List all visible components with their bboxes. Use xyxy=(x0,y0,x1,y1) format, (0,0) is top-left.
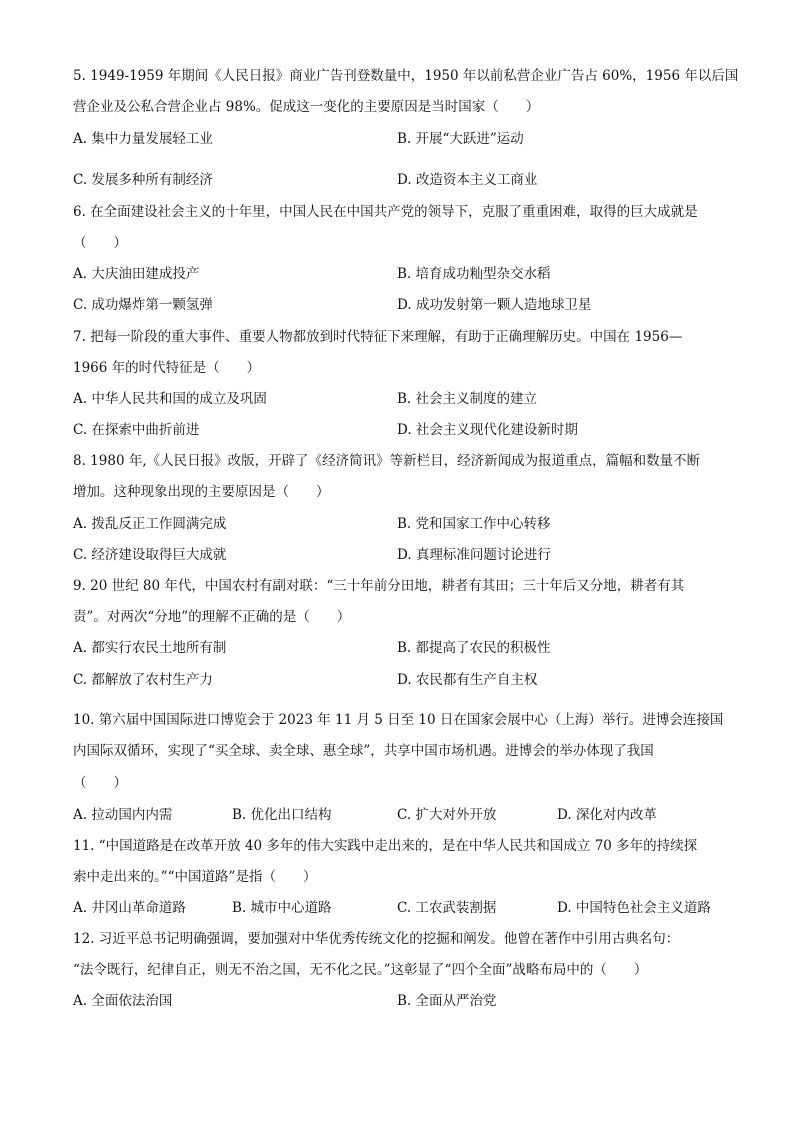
question-12-stem-line-1: 12. 习近平总书记明确强调，要加强对中华优秀传统文化的挖掘和阐发。他曾在著作中引用古典名句： xyxy=(73,931,680,947)
question-5-option-a: A. 集中力量发展轻工业 xyxy=(73,131,213,147)
question-6-stem-line-1: 6. 在全面建设社会主义的十年里，中国人民在中国共产党的领导下，克服了重重困难，取得的巨大成就是 xyxy=(73,204,698,220)
question-6-option-b: B. 培育成功籼型杂交水稻 xyxy=(397,266,551,282)
question-9-option-b: B. 都提高了农民的积极性 xyxy=(397,640,551,656)
question-10-option-b: B. 优化出口结构 xyxy=(232,807,332,823)
question-10-option-d: D. 深化对内改革 xyxy=(557,807,657,823)
question-11-stem-line-1: 11. “中国道路是在改革开放 40 多年的伟大实践中走出来的，是在中华人民共和国成立 70 多年的持续探 xyxy=(73,838,698,854)
question-11-option-c: C. 工农武装割据 xyxy=(397,900,497,916)
question-6-stem-line-2: （ ） xyxy=(73,235,127,251)
question-6-option-c: C. 成功爆炸第一颗氢弹 xyxy=(73,297,213,313)
question-7-option-b: B. 社会主义制度的建立 xyxy=(397,391,538,407)
question-8-option-d: D. 真理标准问题讨论进行 xyxy=(397,547,551,563)
question-9-option-a: A. 都实行农民土地所有制 xyxy=(73,640,227,656)
question-11-option-b: B. 城市中心道路 xyxy=(232,900,332,916)
question-5-stem-line-1: 5. 1949-1959 年期间《人民日报》商业广告刊登数量中，1950 年以前私营企业广告占 60%，1956 年以后国 xyxy=(73,68,739,84)
question-9-stem-line-2: 责”。对两次“分地”的理解不正确的是（ ） xyxy=(73,609,351,625)
question-6-option-d: D. 成功发射第一颗人造地球卫星 xyxy=(397,297,592,313)
question-8-option-a: A. 拨乱反正工作圆满完成 xyxy=(73,516,227,532)
question-9-option-c: C. 都解放了农村生产力 xyxy=(73,672,213,688)
question-10-option-a: A. 拉动国内内需 xyxy=(73,807,173,823)
question-5-option-d: D. 改造资本主义工商业 xyxy=(397,172,538,188)
question-9-option-d: D. 农民都有生产自主权 xyxy=(397,672,538,688)
question-8-stem-line-1: 8. 1980 年,《人民日报》改版，开辟了《经济简讯》等新栏目，经济新闻成为报道重点，篇幅和数量不断 xyxy=(73,453,701,469)
question-7-option-c: C. 在探索中曲折前进 xyxy=(73,422,200,438)
question-7-option-a: A. 中华人民共和国的成立及巩固 xyxy=(73,391,267,407)
question-9-stem-line-1: 9. 20 世纪 80 年代，中国农村有副对联：“三十年前分田地，耕者有其田；三十年后又分地，耕者有其 xyxy=(73,578,685,594)
question-7-option-d: D. 社会主义现代化建设新时期 xyxy=(397,422,578,438)
question-12-option-a: A. 全面依法治国 xyxy=(73,993,173,1009)
question-10-option-c: C. 扩大对外开放 xyxy=(397,807,497,823)
question-7-stem-line-1: 7. 把每一阶段的重大事件、重要人物都放到时代特征下来理解，有助于正确理解历史。中国在 1956— xyxy=(73,329,683,345)
question-12-stem-line-2: “法令既行，纪律自正，则无不治之国，无不化之民。”这彰显了“四个全面”战略布局中的（ ） xyxy=(73,962,648,978)
question-11-option-a: A. 井冈山革命道路 xyxy=(73,900,186,916)
question-5-option-c: C. 发展多种所有制经济 xyxy=(73,172,213,188)
question-10-stem-line-1: 10. 第六届中国国际进口博览会于 2023 年 11 月 5 日至 10 日在国家会展中心（上海）举行。进博会连接国 xyxy=(73,712,724,728)
question-11-option-d: D. 中国特色社会主义道路 xyxy=(557,900,711,916)
question-6-option-a: A. 大庆油田建成投产 xyxy=(73,266,200,282)
question-8-option-b: B. 党和国家工作中心转移 xyxy=(397,516,551,532)
question-10-stem-line-2: 内国际双循环，实现了“买全球、卖全球、惠全球”，共享中国市场机遇。进博会的举办体现了我国 xyxy=(73,743,654,759)
question-7-stem-line-2: 1966 年的时代特征是（ ） xyxy=(73,360,261,376)
question-5-stem-line-2: 营企业及公私合营企业占 98%。促成这一变化的主要原因是当时国家（ ） xyxy=(73,99,540,115)
question-8-option-c: C. 经济建设取得巨大成就 xyxy=(73,547,227,563)
question-8-stem-line-2: 增加。这种现象出现的主要原因是（ ） xyxy=(73,484,330,500)
question-12-option-b: B. 全面从严治党 xyxy=(397,993,497,1009)
question-11-stem-line-2: 索中走出来的。”“中国道路”是指（ ） xyxy=(73,869,317,885)
question-10-stem-line-3: （ ） xyxy=(73,775,127,791)
question-5-option-b: B. 开展“大跃进”运动 xyxy=(397,131,524,147)
